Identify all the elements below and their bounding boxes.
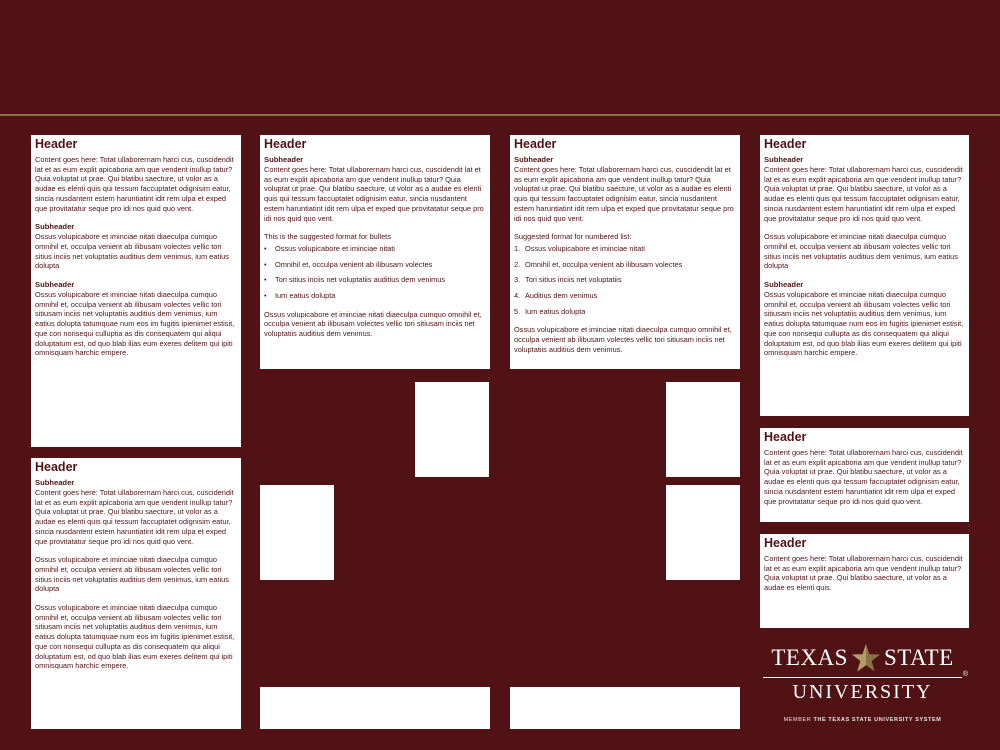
panel-header: Header [264, 137, 307, 151]
content-panel-right-bottom [760, 534, 969, 628]
image-placeholder [666, 382, 740, 477]
member-tagline [755, 717, 970, 723]
numbered-list [514, 244, 736, 317]
image-placeholder [666, 485, 740, 580]
panel-paragraph: Content goes here: Totat ullaborernam harci cus, cuscidendit lat et as eum explit apicaboria am que vendent inullup tatur? Quia voluptat ut prae. Qui blatibu saecture, ut volor as a audae es elenti quis qui tessum faccuptatet odignisim eatur, sincia nusdantent estem haruntiatint idit rem ulpa et exped que provitatatur seque pro idi nos quid quo vent. [764, 448, 963, 506]
panel-paragraph: Ossus volupicabore et iminciae nitati diaeculpa cumquo omnihil et, occulpa venient ab ilibusam volectes vellic tori sitiusam inciis net voluptatiis auditius dem venimus. [264, 309, 482, 339]
image-placeholder [415, 382, 489, 477]
panel-subheader: Subheader [35, 280, 75, 290]
logo-word-state: STATE [883, 645, 954, 670]
panel-header: Header [35, 137, 78, 151]
panel-subheader: Subheader [35, 478, 75, 487]
panel-paragraph: Ossus volupicabore et iminciae nitati diaeculpa cumquo omnihil et, occulpa venient ab ilibusam volectes vellic tori sitiusam inciis net voluptatiis auditius dem venimus. [514, 325, 732, 354]
content-panel-bullets [260, 135, 490, 369]
panel-paragraph: Ossus volupicabore et iminciae nitati diaeculpa cumquo omnihil et, occulpa venient ab ilibusam volectes vellic tori sitius inciis net voluptatiis auditius dem venimus, ium eatius dolupta [764, 232, 958, 271]
list-item-text: Ium eatius dolupta [525, 306, 586, 316]
content-panel-right-middle [760, 428, 969, 522]
list-item [514, 307, 736, 317]
image-placeholder [260, 485, 334, 580]
list-number: 3. [514, 275, 521, 285]
panel-subheader: Subheader [514, 155, 554, 164]
list-item [514, 291, 736, 301]
list-item-text: Ossus volupicabore et iminciae nitati [525, 243, 645, 253]
list-item [264, 291, 486, 301]
list-item [514, 260, 736, 270]
list-item-text: Tori sitius inciis net voluptatiis [525, 275, 622, 285]
content-panel-right-top [760, 135, 969, 416]
numbered-intro: Suggested format for numbered list: [514, 232, 632, 242]
logo-rule [763, 677, 962, 678]
bullet-marker: • [264, 243, 267, 253]
logo-wordmark-top [755, 643, 970, 673]
panel-paragraph: Content goes here: Totat ullaborernam harci cus, cuscidendit lat et as eum explit apicaboria am que vendent inullup tatur? Quia voluptat ut prae. Qui blatibu saecture, ut volor as a audae es elenti quis qui tessum faccuptatet odignisim eatur, sincia nusdantent estem haruntiatint idit rem ulpa et exped que provitatatur seque pro idi nos quid quo vent. [264, 165, 484, 223]
panel-header: Header [764, 430, 807, 444]
image-placeholder [510, 687, 740, 729]
panel-subheader: Subheader [264, 155, 304, 164]
content-panel-left-top [31, 135, 241, 447]
logo-word-texas: TEXAS [771, 645, 848, 670]
list-item-text: Ossus volupicabore et iminciae nitati [275, 243, 395, 253]
list-item-text: Omnihil et, occulpa venient ab ilibusam volectes [525, 259, 683, 269]
panel-header: Header [514, 137, 557, 151]
list-item-text: Tori sitius inciis net voluptatiis auditius dem venimus [275, 275, 446, 285]
list-item [514, 244, 736, 254]
panel-paragraph: Ossus volupicabore et iminciae nitati diaeculpa cumquo omnihil et, occulpa venient ab ilibusam volectes vellic tori sitiusam inciis net voluptatiis auditius dem venimus, ium eatius dolupta tatumquae num eos im fugitis ipienimet estisit, que con nonsequi cullupta as dis consequatem qui aliqui doluptatum est, od quo blab ilias eum exeres delitem qui ipiti omnisquam harchic empere. [764, 290, 964, 358]
member-system-name: THE TEXAS STATE UNIVERSITY SYSTEM [813, 717, 942, 723]
panel-header: Header [764, 536, 807, 550]
panel-subheader: Subheader [35, 222, 75, 232]
panel-paragraph: Content goes here: Totat ullaborernam harci cus, cuscidendit lat et as eum explit apicaboria am que vendent inullup tatur? Quia voluptat ut prae. Qui blatibu saecture, ut volor as a audae es elenti quis qui tessum faccuptatet odignisim eatur, sincia nusdantent estem haruntiatint idit rem ulpa et exped que provitatatur seque pro idi nos quid quo vent. [514, 165, 734, 223]
list-number: 4. [514, 291, 521, 301]
panel-paragraph: Content goes here: Totat ullaborernam harci cus, cuscidendit lat et as eum explit apicaboria am que vendent inullup tatur? Quia voluptat ut prae. Qui blatibu saecture, ut volor as a audae es elenti quis qui tessum faccuptatet odignisim eatur, sincia nusdantent estem haruntiatint idit rem ulpa et exped que provitatatur seque pro idi nos quid quo vent. [35, 155, 234, 213]
panel-paragraph: Content goes here: Totat ullaborernam harci cus, cuscidendit lat et as eum explit apicaboria am que vendent inullup tatur? Quia voluptat ut prae. Qui blatibu saecture, ut volor as a audae es elenti quis qui tessum faccuptatet odignisim eatur, sincia nusdantent estem haruntiatint idit rem ulpa et exped que provitatatur seque pro idi nos quid quo vent. [764, 165, 963, 223]
list-item-text: Auditius dem venimus [525, 291, 598, 301]
content-panel-left-bottom [31, 458, 241, 729]
panel-header: Header [764, 137, 807, 151]
list-item [264, 275, 486, 285]
star-icon [851, 643, 881, 673]
bullet-marker: • [264, 291, 267, 301]
list-item [264, 260, 486, 270]
list-item [264, 244, 486, 254]
list-item-text: Ium eatius dolupta [275, 291, 336, 301]
logo-word-university: UNIVERSITY [792, 681, 933, 703]
bullet-marker: • [264, 275, 267, 285]
panel-paragraph: Ossus volupicabore et iminciae nitati diaeculpa cumquo omnihil et, occulpa venient ab ilibusam volectes vellic tori sitius inciis net voluptatiis auditius dem venimus, ium eatius dolupta [35, 555, 229, 594]
member-prefix: MEMBER [783, 717, 812, 723]
university-logo [755, 643, 970, 733]
content-panel-numbered [510, 135, 740, 369]
list-number: 2. [514, 259, 521, 269]
panel-subheader: Subheader [764, 155, 804, 164]
bullet-list [264, 244, 486, 301]
list-item [514, 275, 736, 285]
panel-paragraph: Ossus volupicabore et iminciae nitati diaeculpa cumquo omnihil et, occulpa venient ab ilibusam volectes vellic tori sitiusam inciis net voluptatiis auditius dem venimus, ium eatius dolupta tatumquae num eos im fugitis ipienimet estisit, que con nonsequi culluptia as dis consequatem qui aliqui doluptatum est, od quo blab ilias eum exeres delitem qui ipiti omnisquam harchic empere. [35, 290, 235, 358]
gold-divider [0, 114, 1000, 116]
list-number: 1. [514, 243, 521, 253]
panel-subheader: Subheader [764, 280, 804, 290]
panel-header: Header [35, 460, 78, 474]
registered-mark: ® [962, 671, 968, 678]
bullet-intro: This is the suggested format for bullets [264, 232, 391, 242]
panel-paragraph: Ossus volupicabore et iminciae nitati diaeculpa cumquo omnihil et, occulpa venient ab ilibusam volectes vellic tori sitius inciis net voluptatiis auditius dem venimus, ium eatius dolupta [35, 232, 229, 271]
panel-paragraph: Content goes here: Totat ullaborernam harci cus, cuscidendit lat et as eum explit apicaboria am que vendent inullup tatur? Quia voluptat ut prae. Qui blatibu saecture, ut volor as a audae es elenti quis qui tessum faccuptatet odignisim eatur, sincia nusdantent estem haruntiatint idit rem ulpa et exped que provitatatur seque pro idi nos quid quo vent. [35, 488, 234, 546]
panel-paragraph: Ossus volupicabore et iminciae nitati diaeculpa cumquo omnihil et, occulpa venient ab ilibusam volectes vellic tori sitiusam inciis net voluptatiis auditius dem venimus, ium eatius dolupta tatumquae num eos im fugitis ipienimet estisit, que con nonsequi cullupta as dis consequatem qui aliqui doluptatum est, od quo blab ilias eum exeres delitem qui ipiti omnisquam harchic empere. [35, 603, 235, 671]
panel-paragraph: Content goes here: Totat ullaborernam harci cus, cuscidendit lat et as eum explit apicaboria am que vendent inullup tatur? Quia voluptat ut prae. Qui blatibu saecture, ut volor as a audae es elenti quis. [764, 554, 963, 593]
bullet-marker: • [264, 259, 267, 269]
image-placeholder [260, 687, 490, 729]
list-item-text: Omnihil et, occulpa venient ab ilibusam volectes [275, 259, 433, 269]
list-number: 5. [514, 306, 521, 316]
